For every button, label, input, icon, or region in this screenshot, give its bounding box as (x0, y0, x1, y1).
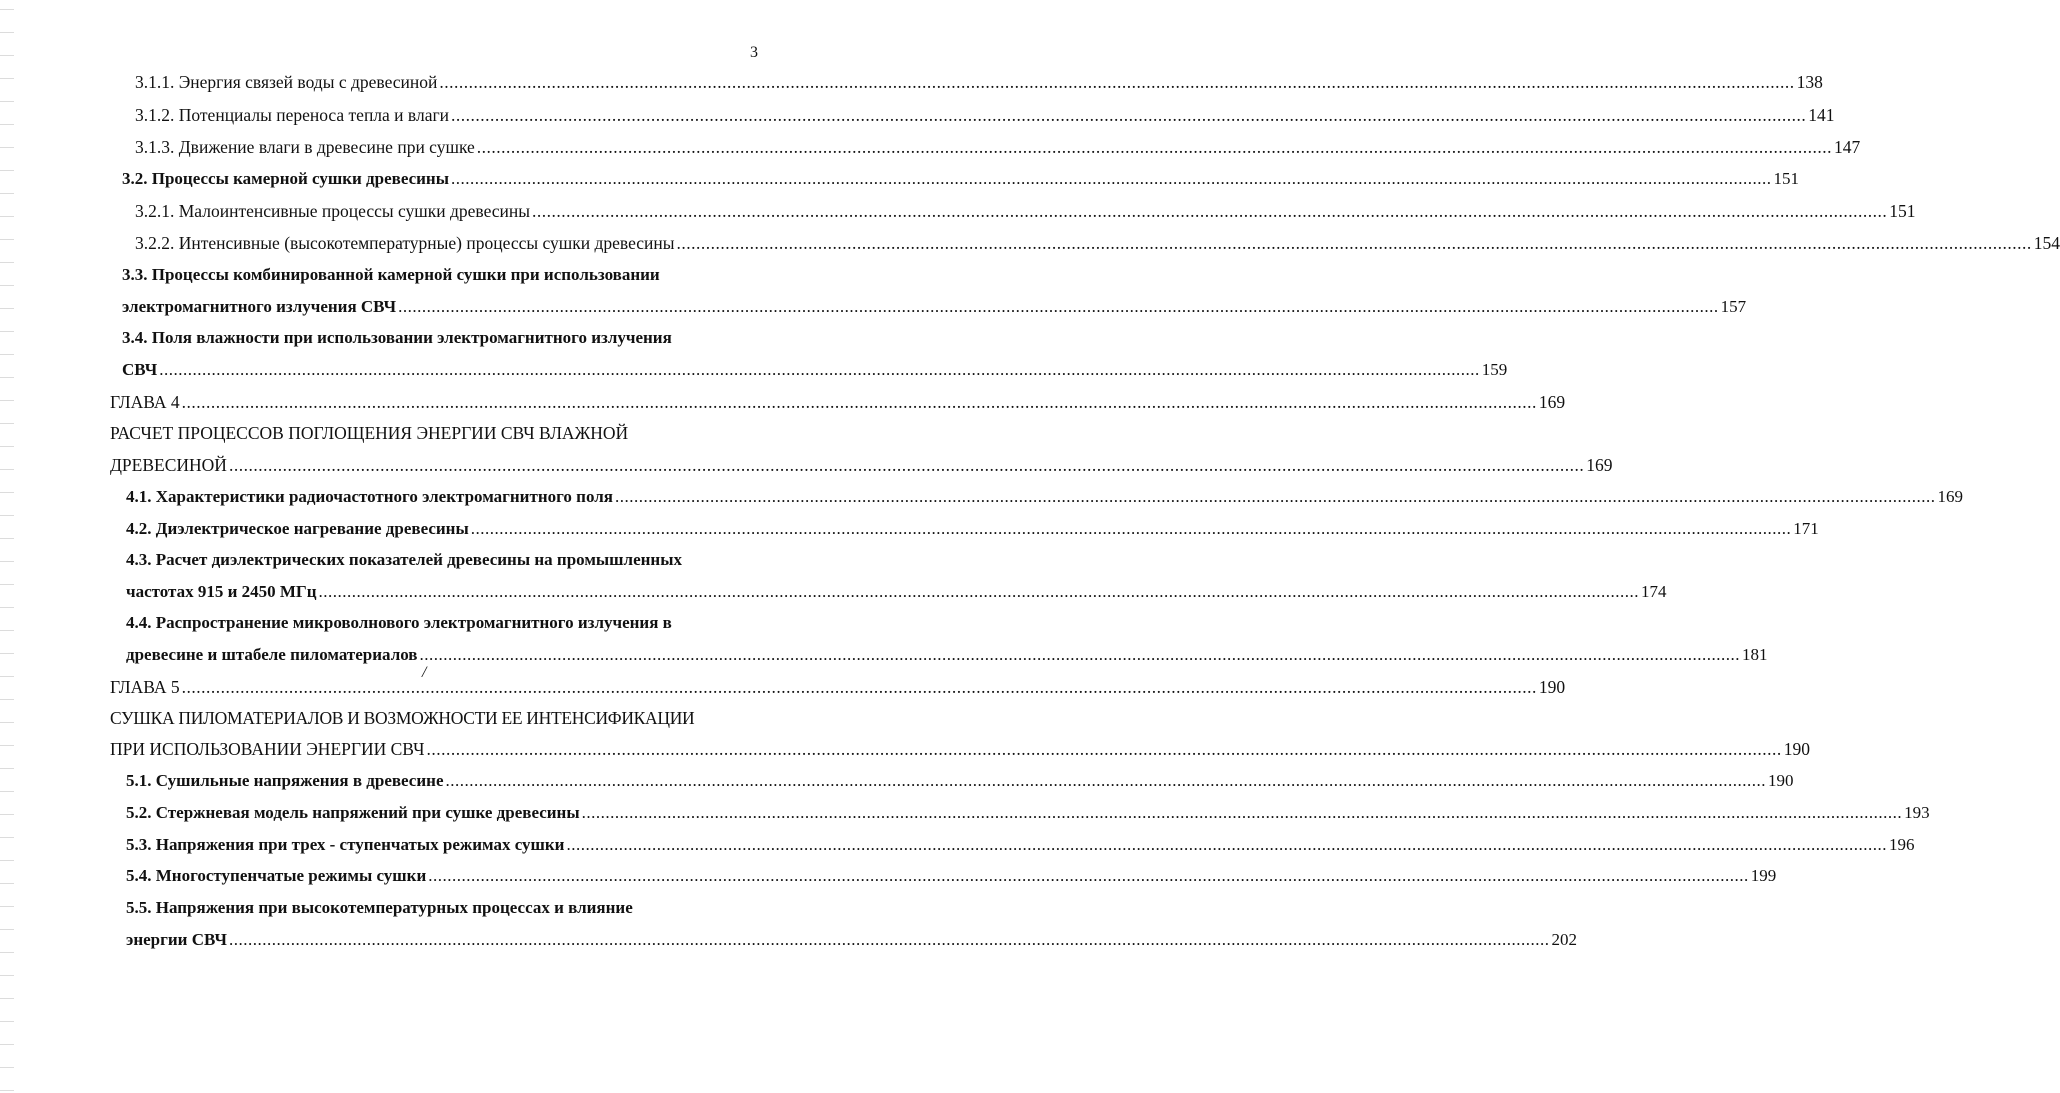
toc-entry-3-1-1[interactable] (135, 67, 1823, 97)
toc-entry-3-4-line1[interactable]: 3.4. Поля влажности при использовании электромагнитного излучения (122, 328, 672, 347)
leader-dots: ...................................................................................................................................................................................................................................................................................... (451, 169, 1772, 188)
toc-entry-3-1-2[interactable] (135, 100, 1835, 130)
toc-entry-page: 169 (1538, 392, 1566, 412)
toc-entry-4-4-line1[interactable]: 4.4. Распространение микроволнового электромагнитного излучения в (126, 613, 672, 632)
leader-dots: ...................................................................................................................................................................................................................................................................................... (228, 455, 1585, 475)
leader-dots: ...................................................................................................................................................................................................................................................................................... (439, 72, 1795, 92)
toc-entry-page: 181 (1742, 645, 1768, 664)
toc-entry-page: 199 (1750, 866, 1777, 885)
toc-entry-label: 3.2.2. Интенсивные (высокотемпературные) процессы сушки древесины (135, 233, 675, 253)
toc-entry-chapter-4[interactable] (110, 387, 1566, 417)
leader-dots: ...................................................................................................................................................................................................................................................................................... (566, 835, 1887, 854)
toc-entry-chapter-4-title-line1[interactable]: РАСЧЕТ ПРОЦЕССОВ ПОГЛОЩЕНИЯ ЭНЕРГИИ СВЧ ВЛАЖНОЙ (110, 423, 629, 443)
toc-entry-chapter-4-title[interactable] (110, 450, 1613, 480)
toc-entry-page: 147 (1834, 137, 1861, 157)
leader-dots: ...................................................................................................................................................................................................................................................................................... (398, 297, 1719, 316)
toc-entry-page: 196 (1888, 835, 1915, 854)
toc-entry-3-2-1[interactable] (135, 196, 1916, 226)
toc-entry-label: 3.1.2. Потенциалы переноса тепла и влаги (135, 105, 450, 125)
toc-entry-5-3[interactable] (126, 830, 1915, 860)
leader-dots: ...................................................................................................................................................................................................................................................................................... (676, 233, 2032, 253)
toc-entry-label: 3.1.3. Движение влаги в древесине при сушке (135, 137, 475, 157)
toc-entry-label: ПРИ ИСПОЛЬЗОВАНИИ ЭНЕРГИИ СВЧ (110, 739, 425, 759)
toc-entry-label: 5.2. Стержневая модель напряжений при сушке древесины (126, 803, 580, 822)
stray-mark: / (422, 664, 427, 681)
leader-dots: ...................................................................................................................................................................................................................................................................................... (445, 771, 1766, 790)
toc-entry-label: древесине и штабеле пиломатериалов (126, 645, 418, 664)
leader-dots: ...................................................................................................................................................................................................................................................................................... (470, 519, 1792, 538)
toc-entry-chapter-5-title[interactable] (110, 734, 1810, 764)
toc-entry-label: частотах 915 и 2450 МГц (126, 582, 317, 601)
toc-entry-page: 141 (1808, 105, 1835, 125)
toc-entry-page: 154 (2033, 233, 2060, 253)
toc-entry-5-4[interactable] (126, 861, 1777, 891)
toc-entry-4-2[interactable] (126, 514, 1819, 544)
toc-entry-5-5-line1[interactable]: 5.5. Напряжения при высокотемпературных процессах и влияние (126, 898, 633, 917)
toc-entry-page: 138 (1796, 72, 1823, 92)
toc-entry-page: 151 (1889, 201, 1916, 221)
leader-dots: ...................................................................................................................................................................................................................................................................................... (181, 392, 1537, 412)
toc-entry-4-1[interactable] (126, 482, 1963, 512)
leader-dots: ...................................................................................................................................................................................................................................................................................... (476, 137, 1833, 157)
toc-entry-label: энергии СВЧ (126, 930, 227, 949)
toc-entry-4-3[interactable] (126, 577, 1667, 607)
toc-entry-chapter-5-title-line1[interactable]: СУШКА ПИЛОМАТЕРИАЛОВ И ВОЗМОЖНОСТИ ЕЕ ИНТЕНСИФИКАЦИИ (110, 708, 695, 728)
toc-entry-3-1-3[interactable] (135, 132, 1861, 162)
leader-dots: ...................................................................................................................................................................................................................................................................................... (428, 866, 1749, 885)
toc-entry-page: 190 (1538, 677, 1566, 697)
toc-entry-label: 5.1. Сушильные напряжения в древесине (126, 771, 444, 790)
toc-entry-label: ГЛАВА 4 (110, 392, 180, 412)
toc-entry-label: ДРЕВЕСИНОЙ (110, 455, 227, 475)
toc-entry-label: электромагнитного излучения СВЧ (122, 297, 397, 316)
leader-dots: ...................................................................................................................................................................................................................................................................................... (159, 360, 1480, 379)
toc-entry-3-4[interactable] (122, 355, 1508, 385)
toc-entry-label: 4.1. Характеристики радиочастотного электромагнитного поля (126, 487, 613, 506)
toc-entry-5-1[interactable] (126, 766, 1794, 796)
toc-entry-label: СВЧ (122, 360, 158, 379)
toc-entry-page: 169 (1586, 455, 1613, 475)
toc-entry-page: 169 (1937, 487, 1963, 506)
toc-entry-4-3-line1[interactable]: 4.3. Расчет диэлектрических показателей древесины на промышленных (126, 550, 682, 569)
toc-entry-label: 3.1.1. Энергия связей воды с древесиной (135, 72, 438, 92)
toc-entry-3-3[interactable] (122, 292, 1747, 322)
toc-entry-3-3-line1[interactable]: 3.3. Процессы комбинированной камерной сушки при использовании (122, 265, 660, 284)
toc-entry-chapter-5[interactable] (110, 672, 1566, 702)
toc-entry-label: 5.3. Напряжения при трех - ступенчатых режимах сушки (126, 835, 565, 854)
toc-entry-label: ГЛАВА 5 (110, 677, 180, 697)
leader-dots: ...................................................................................................................................................................................................................................................................................... (581, 803, 1903, 822)
toc-entry-page: 157 (1720, 297, 1747, 316)
toc-entry-page: 202 (1551, 930, 1577, 949)
page-number: 3 (750, 44, 758, 61)
toc-entry-label: 5.4. Многоступенчатые режимы сушки (126, 866, 427, 885)
leader-dots: ...................................................................................................................................................................................................................................................................................... (426, 739, 1782, 759)
leader-dots: ...................................................................................................................................................................................................................................................................................... (228, 930, 1550, 949)
toc-entry-4-4[interactable] (126, 640, 1768, 670)
leader-dots: ...................................................................................................................................................................................................................................................................................... (614, 487, 1936, 506)
toc-entry-label: 3.2.1. Малоинтенсивные процессы сушки древесины (135, 201, 531, 221)
toc-entry-page: 193 (1904, 803, 1930, 822)
toc-entry-label: 3.2. Процессы камерной сушки древесины (122, 169, 450, 188)
toc-entry-page: 171 (1793, 519, 1819, 538)
leader-dots: ...................................................................................................................................................................................................................................................................................... (318, 582, 1640, 601)
toc-entry-3-2[interactable] (122, 164, 1800, 194)
toc-entry-5-5[interactable] (126, 925, 1577, 955)
leader-dots: ...................................................................................................................................................................................................................................................................................... (181, 677, 1537, 697)
leader-dots: ...................................................................................................................................................................................................................................................................................... (532, 201, 1888, 221)
toc-entry-page: 174 (1641, 582, 1667, 601)
toc-entry-label: 4.2. Диэлектрическое нагревание древесины (126, 519, 469, 538)
toc-entry-page: 190 (1768, 771, 1794, 790)
toc-entry-page: 190 (1783, 739, 1810, 759)
toc-entry-page: 159 (1481, 360, 1508, 379)
leader-dots: ...................................................................................................................................................................................................................................................................................... (451, 105, 1807, 125)
toc-entry-3-2-2[interactable] (135, 228, 2060, 258)
leader-dots: ...................................................................................................................................................................................................................................................................................... (419, 645, 1740, 664)
toc-entry-page: 151 (1773, 169, 1800, 188)
toc-entry-5-2[interactable] (126, 798, 1930, 828)
